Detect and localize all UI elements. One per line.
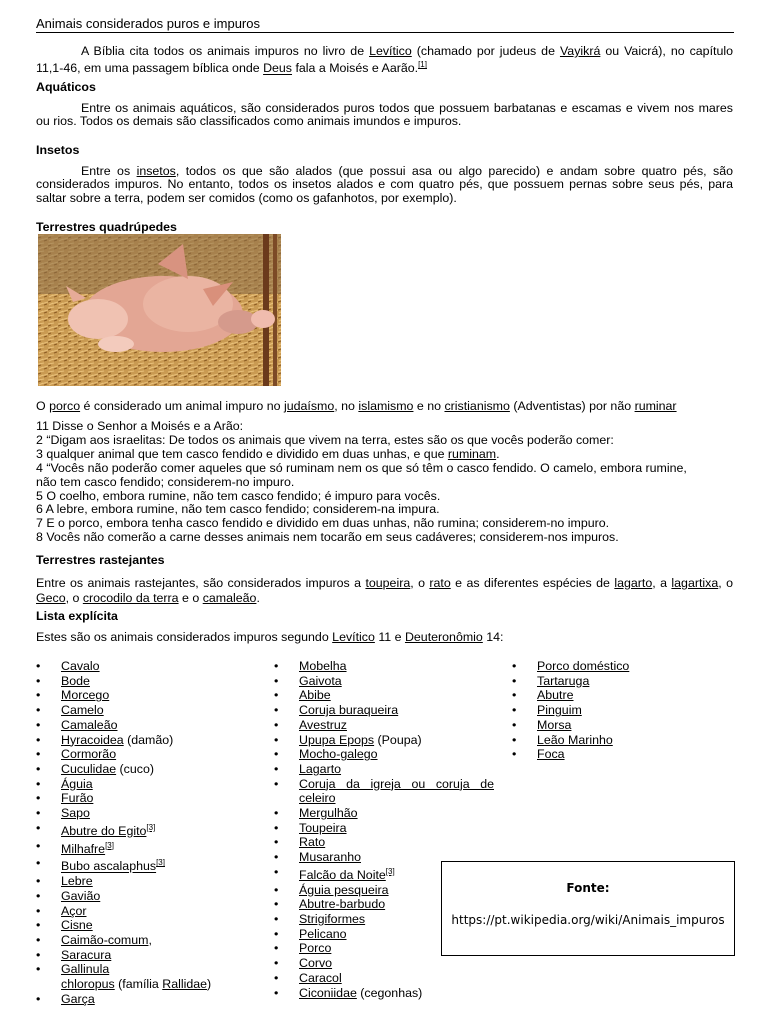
list-item: • Ciconiidae (cegonhas) [274,986,494,1001]
list-item: • Caimão-comum, [36,933,236,948]
heading-insetos: Insetos [36,143,80,157]
list-item [274,747,494,762]
link-tartaruga[interactable]: Tartaruga [537,673,590,688]
verse-5: 5 O coelho, embora rumine, não tem casco fendido; é impuro para vocês. [36,488,441,503]
link-deus[interactable]: Deus [263,61,293,76]
link-furao[interactable]: Furão [61,791,94,806]
link-saracura[interactable]: Saracura [61,947,112,962]
link-aguia[interactable]: Águia [61,776,93,791]
lista-intro: Estes são os animais considerados impuros segundo Levítico 11 e Deuteronômio 14: [36,630,504,644]
link-crocodilo-da-terra[interactable]: crocodilo da terra [82,590,179,605]
list-item: • Abutre do Egito[3] [36,821,236,839]
link-corvo[interactable]: Corvo [299,956,333,971]
list-item [36,889,236,904]
link-musaranho[interactable]: Musaranho [299,850,361,865]
link-abutre[interactable]: Abutre [537,688,574,703]
link-insetos[interactable]: insetos [136,164,176,178]
link-abibe[interactable]: Abibe [299,688,331,703]
link-rato[interactable]: rato [429,576,451,590]
list-item [36,718,236,733]
list-item [36,904,236,919]
list-item [36,674,236,689]
link-rallidae[interactable]: Rallidae [162,977,208,992]
link-porco[interactable]: porco [49,399,81,413]
verse-6: 6 A lebre, embora rumine, não tem casco fendido; considerem-na impura. [36,502,440,517]
link-mergulhao[interactable]: Mergulhão [299,806,358,821]
link-upupa-epops[interactable]: Upupa Epops [299,732,375,747]
link-porco-domestico[interactable]: Porco doméstico [537,659,630,673]
link-toupeira-list[interactable]: Toupeira [299,820,347,835]
link-levitico-2[interactable]: Levítico [332,630,375,644]
link-pinguim[interactable]: Pinguim [537,703,582,718]
list-item [512,674,712,689]
link-caracol[interactable]: Caracol [299,970,342,985]
link-lebre[interactable]: Lebre [61,874,93,889]
list-item [512,747,712,762]
verses-block [36,420,736,545]
link-milhafre[interactable]: Milhafre [61,841,106,856]
link-cristianismo[interactable]: cristianismo [444,399,510,413]
link-hyracoidea[interactable]: Hyracoidea [61,732,124,747]
link-cavalo[interactable]: Cavalo [61,659,100,673]
link-acor[interactable]: Açor [61,903,87,918]
list-item [512,703,712,718]
list-item [36,992,236,1007]
link-avestruz[interactable]: Avestruz [299,717,347,732]
link-foca[interactable]: Foca [537,747,565,762]
list-item [36,918,236,933]
intro-paragraph: A Bíblia cita todos os animais impuros no livro de Levítico (chamado por judeus de Vayikrá ou Vaicrá), no capítulo 11,1-46, em uma passagem bíblica onde Deus fala a Moisés e Aarão.[1] [36,44,733,76]
porco-paragraph: O porco é considerado um animal impuro no judaísmo, no islamismo e no cristianismo (Adventistas) por não ruminar [36,399,677,413]
list-item: • Milhafre[3] [36,839,236,857]
heading-rastejantes: Terrestres rastejantes [36,553,165,567]
list-item [274,835,494,850]
link-lagarto[interactable]: lagarto [614,576,653,590]
list-item [274,674,494,689]
verse-3: 3 qualquer animal que tem casco fendido e dividido em duas unhas, e que ruminam. [36,446,500,461]
verse-8: 8 Vocês não comerão a carne desses animais nem tocarão em seus cadáveres; considerem-nos impuros. [36,530,619,545]
pig-photo-illustration [38,234,281,386]
link-gaviao[interactable]: Gavião [61,888,101,903]
link-gaivota[interactable]: Gaivota [299,673,342,688]
list-item [274,777,494,806]
footnote-ref[interactable]: [1] [418,60,427,70]
list-item: • Bubo ascalaphus[3] [36,856,236,874]
list-item [512,733,712,748]
insetos-paragraph: Entre os insetos, todos os que são alados (que possui asa ou algo parecido) e andam sobre quatro pés, são considerados impuros. No entanto, todos os insetos alados e com quatro pés, que possuem pernas sobre seus pés, para saltar sobre a terra, podem ser comidos (como os gafanhotos, por exemplo). [36,164,733,205]
list-item: • Upupa Epops (Poupa) [274,733,494,748]
verse-4-cont: não tem casco fendido; considerem-no impuro. [36,474,295,489]
link-camelo[interactable]: Camelo [61,703,104,718]
link-islamismo[interactable]: islamismo [358,399,414,413]
verse-11: 11 Disse o Senhor a Moisés e a Arão: [36,419,244,433]
link-pelicano[interactable]: Pelicano [299,926,347,941]
rastejantes-paragraph: Entre os animais rastejantes, são considerados impuros a toupeira, o rato e as diferentes espécies de lagarto, a lagartixa, o Geco, o crocodilo da terra e o camaleão. [36,576,734,605]
link-bode[interactable]: Bode [61,673,90,688]
heading-quadrupedes: Terrestres quadrúpedes [36,220,177,234]
list-item [512,718,712,733]
link-chloropus[interactable]: chloropus [61,977,115,992]
link-lagartixa[interactable]: lagartixa [671,576,719,590]
link-caimao-comum[interactable]: Caimão-comum [61,933,149,948]
verse-4: 4 “Vocês não poderão comer aqueles que só ruminam nem os que só têm o casco fendido. O camelo, embora rumine, [36,460,687,475]
page-header: Animais considerados puros e impuros [36,16,734,33]
link-mobelha[interactable]: Mobelha [299,659,347,673]
link-deuteronomio[interactable]: Deuteronômio [404,630,483,644]
link-abutre-barbudo[interactable]: Abutre-barbudo [299,897,386,912]
list-item [36,948,236,963]
link-garca[interactable]: Garça [61,991,95,1006]
link-mocho-galego[interactable]: Mocho-galego [299,747,378,762]
heading-aquaticos: Aquáticos [36,80,96,94]
list-item [36,747,236,762]
link-bubo-ascalaphus[interactable]: Bubo ascalaphus [61,859,157,874]
list-item: • Falcão da Noite[3] [274,865,494,883]
link-camaleao-list[interactable]: Camaleão [61,717,118,732]
source-url[interactable]: https://pt.wikipedia.org/wiki/Animais_impuros [451,913,725,927]
list-item [36,659,236,674]
list-item [274,821,494,836]
list-item [274,762,494,777]
list-item [274,688,494,703]
link-vayikra[interactable]: Vayikrá [559,44,601,58]
animal-list-col1 [36,659,236,1007]
link-morsa[interactable]: Morsa [537,717,572,732]
link-ruminam[interactable]: ruminam [447,446,497,461]
link-gallinula[interactable]: Gallinula [61,962,110,977]
link-abutre-do-egito[interactable]: Abutre do Egito [61,823,147,838]
verse-7: 7 E o porco, embora tenha casco fendido e dividido em duas unhas, não rumina; considerem-no impuro. [36,516,610,531]
link-cormorao[interactable]: Cormorão [61,747,117,762]
link-geco[interactable]: Geco [36,590,66,605]
list-item [36,688,236,703]
list-item [512,659,712,674]
link-coruja-buraqueira[interactable]: Coruja buraqueira [299,703,399,718]
link-lagarto-list[interactable]: Lagarto [299,761,342,776]
link-cuculidae[interactable]: Cuculidae [61,761,117,776]
verse-2: 2 “Digam aos israelitas: De todos os animais que vivem na terra, estes são os que vocês poderão comer: [36,432,614,447]
link-levitico[interactable]: Levítico [369,44,412,58]
link-morcego[interactable]: Morcego [61,688,110,703]
pig-photo [38,234,281,386]
link-camaleao[interactable]: camaleão [202,590,257,605]
list-item [512,688,712,703]
list-item [274,971,494,986]
animal-list-col3 [512,659,712,762]
link-porco-list[interactable]: Porco [299,941,332,956]
link-judaismo[interactable]: judaísmo [283,399,335,413]
list-item [274,703,494,718]
link-falcao-da-noite[interactable]: Falcão da Noite [299,867,386,882]
link-coruja-da-igreja[interactable]: Coruja da igreja ou coruja de celeiro [299,776,494,806]
list-item [36,874,236,889]
list-item [36,703,236,718]
list-item [274,659,494,674]
source-box [441,861,735,956]
list-item: • Gallinula chloropus (família Rallidae) [36,962,236,991]
link-toupeira[interactable]: toupeira [365,576,411,590]
link-rato-list[interactable]: Rato [299,835,326,850]
heading-lista: Lista explícita [36,609,118,623]
link-cisne[interactable]: Cisne [61,918,93,933]
list-item [274,956,494,971]
aquaticos-paragraph: Entre os animais aquáticos, são considerados puros todos que possuem barbatanas e escamas e vivem nos mares ou rios. Todos os demais são classificados como animais imundos e impuros. [36,101,733,129]
link-strigiformes[interactable]: Strigiformes [299,912,366,927]
list-item [36,777,236,792]
link-ciconiidae[interactable]: Ciconiidae [299,985,357,1000]
link-leao-marinho[interactable]: Leão Marinho [537,732,613,747]
source-title: Fonte: [566,881,610,895]
link-ruminar[interactable]: ruminar [634,399,677,413]
list-item [36,806,236,821]
link-aguia-pesqueira[interactable]: Águia pesqueira [299,882,389,897]
list-item: • Hyracoidea (damão) [36,733,236,748]
list-item [36,791,236,806]
list-item: • Cuculidae (cuco) [36,762,236,777]
list-item [274,718,494,733]
list-item [274,806,494,821]
link-sapo[interactable]: Sapo [61,806,90,821]
